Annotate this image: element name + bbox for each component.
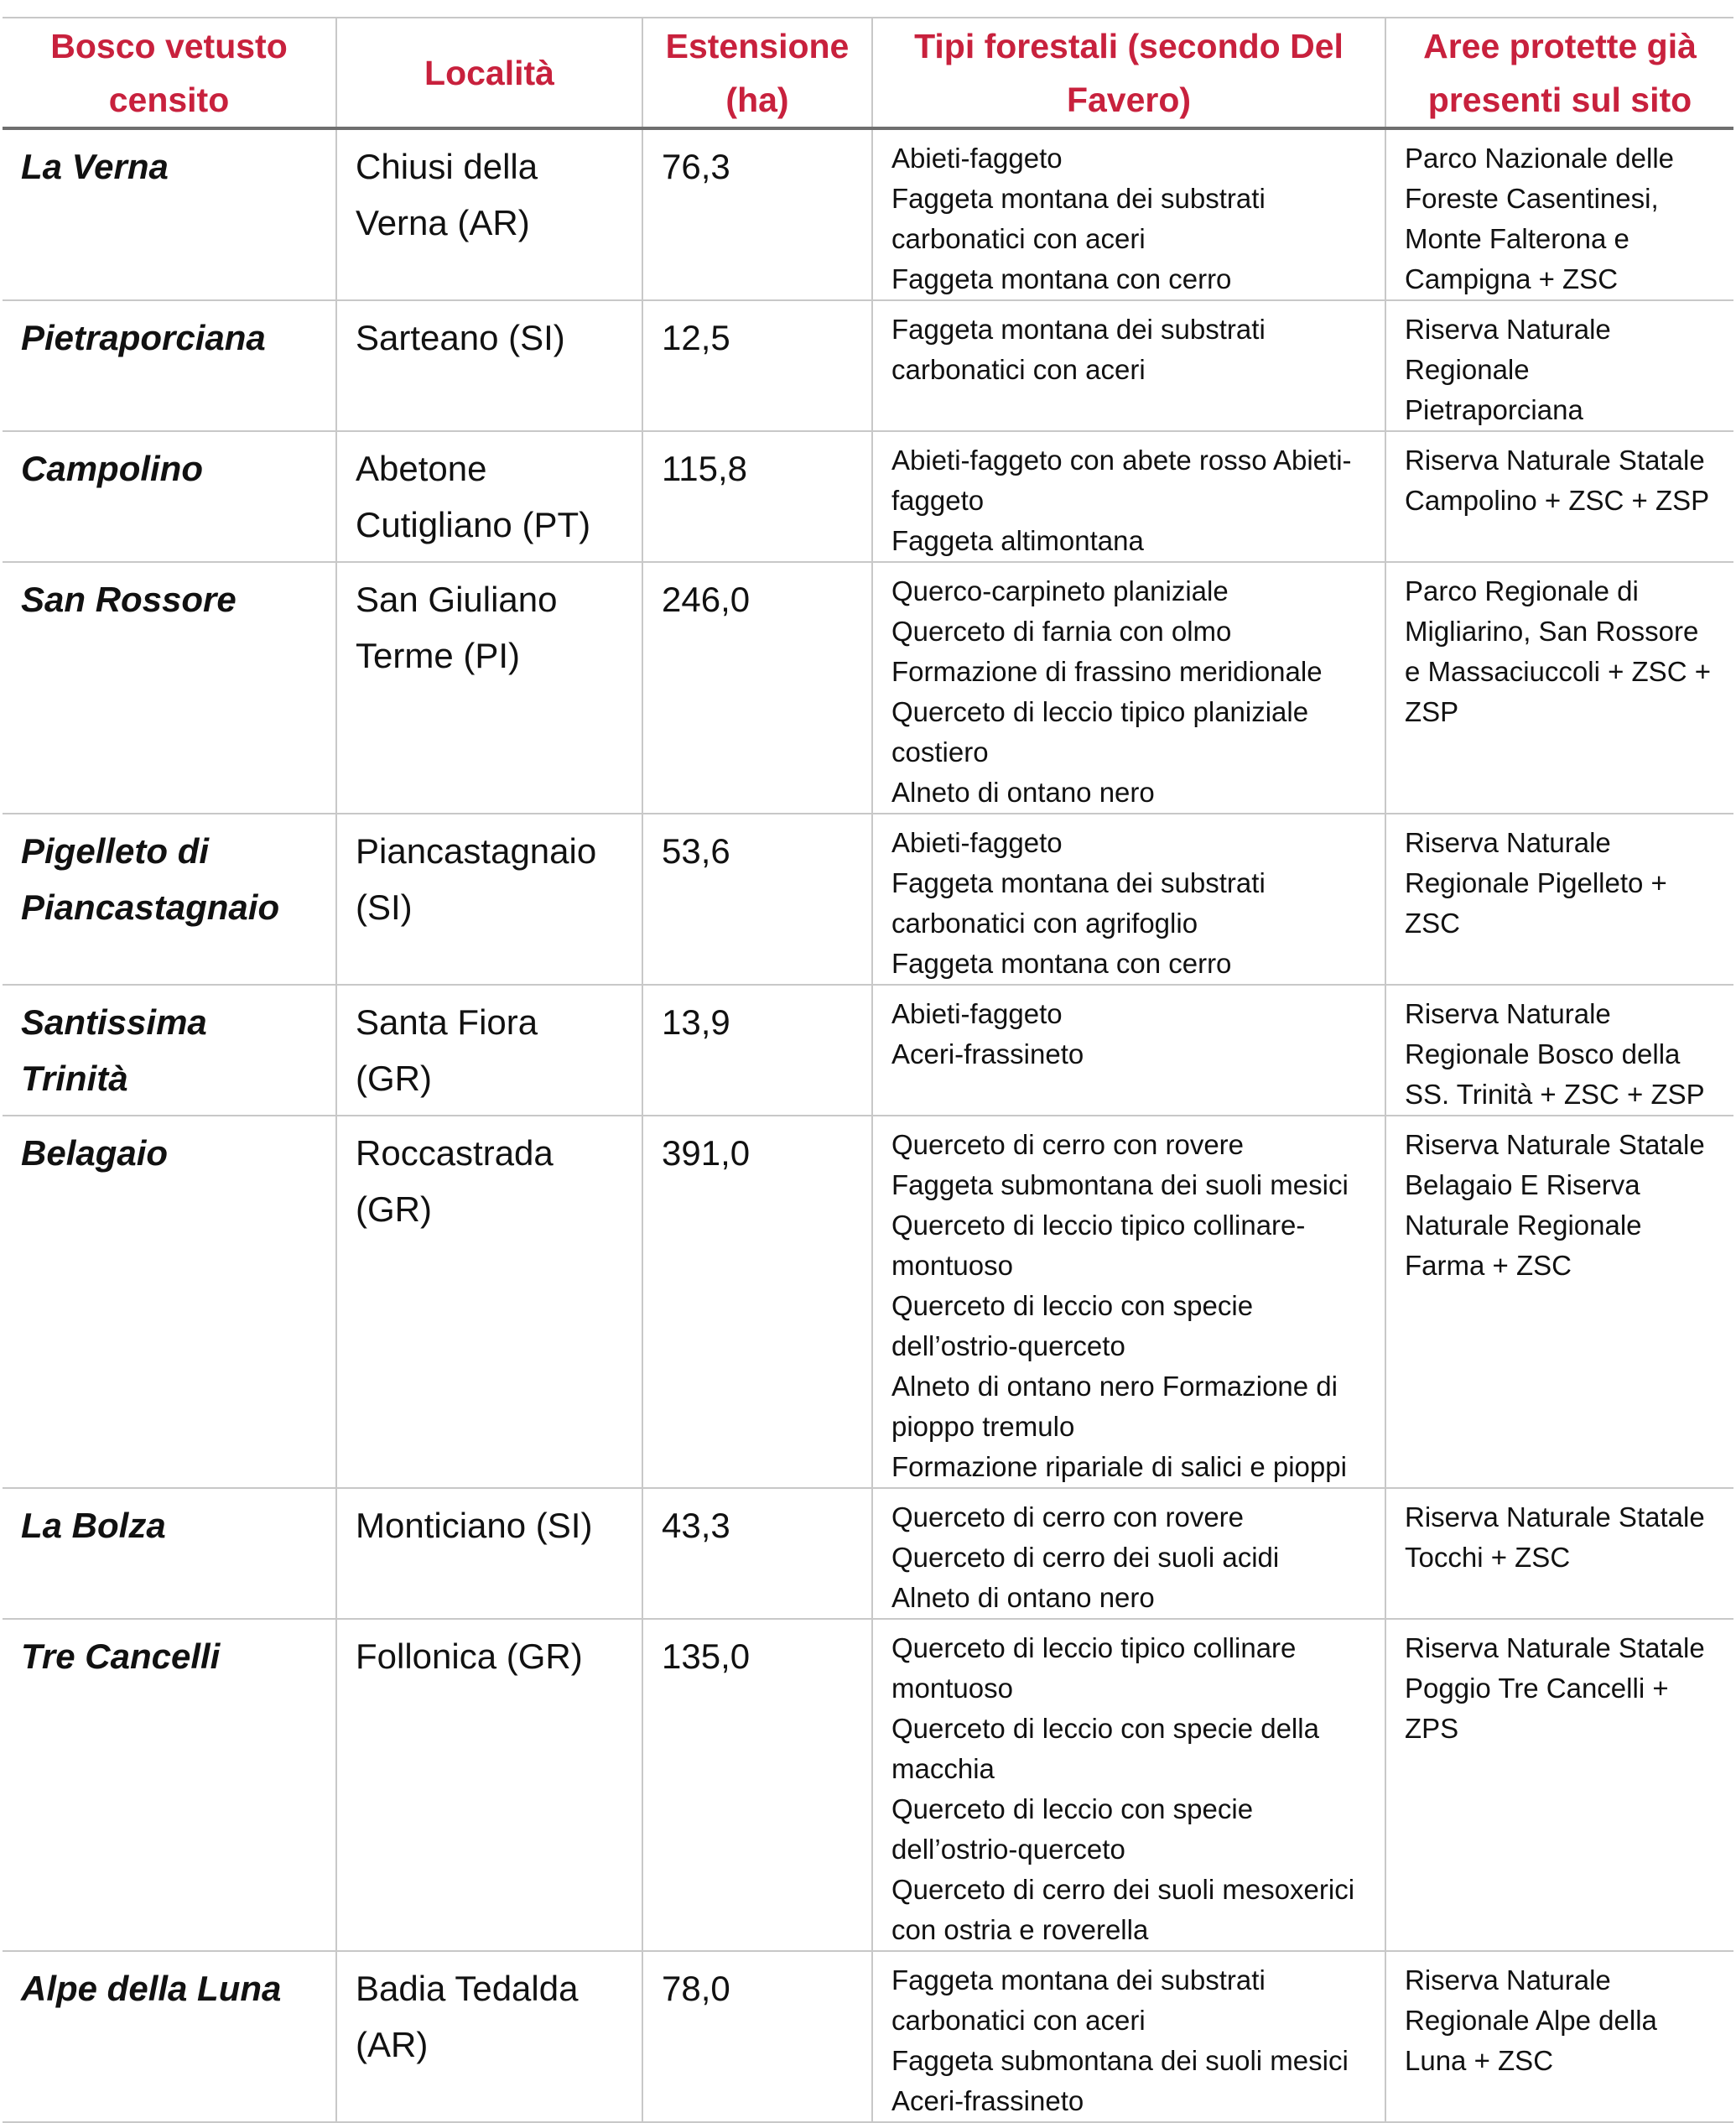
locality: Badia Tedalda (AR) xyxy=(336,1951,642,2122)
extension-ha: 135,0 xyxy=(642,1619,872,1951)
forest-type-item: Abieti-faggeto xyxy=(891,998,1063,1029)
protected-areas: Riserva Naturale Regionale Bosco della SS. Trinità + ZSC + ZSP xyxy=(1385,985,1733,1116)
forest-name: Pigelleto di Piancastagnaio xyxy=(3,814,336,985)
forest-type-item: Querceto di leccio con specie della macchia xyxy=(891,1713,1319,1784)
forest-types xyxy=(872,985,1385,1116)
forest-types xyxy=(872,1951,1385,2122)
locality: Piancastagnaio (SI) xyxy=(336,814,642,985)
extension-ha: 246,0 xyxy=(642,562,872,814)
table-row xyxy=(3,1619,1733,1951)
protected-areas: Riserva Naturale Regionale Pietraporciana xyxy=(1385,300,1733,431)
forest-types xyxy=(872,128,1385,300)
extension-ha: 76,3 xyxy=(642,128,872,300)
forest-name: La Verna xyxy=(3,128,336,300)
table-row xyxy=(3,985,1733,1116)
table-header xyxy=(3,18,1733,128)
locality: Sarteano (SI) xyxy=(336,300,642,431)
forest-name: Tre Cancelli xyxy=(3,1619,336,1951)
locality: Abetone Cutigliano (PT) xyxy=(336,431,642,562)
locality: Roccastrada (GR) xyxy=(336,1116,642,1488)
forest-type-item: Querceto di leccio tipico collinare montuoso xyxy=(891,1632,1297,1704)
protected-areas: Parco Regionale di Migliarino, San Rossore e Massaciuccoli + ZSC + ZSP xyxy=(1385,562,1733,814)
forest-type-item: Querceto di farnia con olmo xyxy=(891,616,1232,647)
protected-areas: Riserva Naturale Statale Poggio Tre Cancelli + ZPS xyxy=(1385,1619,1733,1951)
forest-types xyxy=(872,300,1385,431)
extension-ha: 115,8 xyxy=(642,431,872,562)
header-types: Tipi forestali (secondo Del Favero) xyxy=(872,18,1385,128)
forest-name: Campolino xyxy=(3,431,336,562)
forest-type-item: Querceto di leccio tipico collinare-montuoso xyxy=(891,1210,1306,1281)
locality: Santa Fiora (GR) xyxy=(336,985,642,1116)
forest-type-item: Faggeta montana dei substrati carbonatici con aceri xyxy=(891,183,1266,254)
forest-types xyxy=(872,431,1385,562)
locality: San Giuliano Terme (PI) xyxy=(336,562,642,814)
forest-types xyxy=(872,1619,1385,1951)
forest-type-item: Formazione di frassino meridionale xyxy=(891,656,1323,687)
forest-type-item: Faggeta submontana dei suoli mesici xyxy=(891,2045,1349,2076)
protected-areas: Riserva Naturale Statale Belagaio E Riserva Naturale Regionale Farma + ZSC xyxy=(1385,1116,1733,1488)
forest-name: Belagaio xyxy=(3,1116,336,1488)
forest-type-item: Faggeta montana dei substrati carbonatici con aceri xyxy=(891,1964,1266,2036)
forest-type-item: Querceto di cerro con rovere xyxy=(891,1129,1245,1160)
header-name: Bosco vetusto censito xyxy=(3,18,336,128)
forest-type-item: Alneto di ontano nero Formazione di pioppo tremulo xyxy=(891,1371,1338,1442)
forest-type-item: Faggeta montana con cerro xyxy=(891,263,1232,294)
table-row xyxy=(3,300,1733,431)
forest-type-item: Faggeta montana dei substrati carbonatici con aceri xyxy=(891,314,1266,385)
forest-name: Pietraporciana xyxy=(3,300,336,431)
forest-name: La Bolza xyxy=(3,1488,336,1619)
forest-type-item: Faggeta montana dei substrati carbonatici con agrifoglio xyxy=(891,867,1266,939)
protected-areas: Riserva Naturale Statale Tocchi + ZSC xyxy=(1385,1488,1733,1619)
header-areas: Aree protette già presenti sul sito xyxy=(1385,18,1733,128)
locality: Follonica (GR) xyxy=(336,1619,642,1951)
table-row xyxy=(3,562,1733,814)
forest-type-item: Abieti-faggeto con abete rosso Abieti-faggeto xyxy=(891,445,1352,516)
forest-type-item: Querceto di cerro dei suoli acidi xyxy=(891,1542,1280,1573)
protected-areas: Riserva Naturale Regionale Pigelleto + ZSC xyxy=(1385,814,1733,985)
extension-ha: 13,9 xyxy=(642,985,872,1116)
forest-type-item: Querceto di leccio con specie dell’ostrio-querceto xyxy=(891,1290,1254,1361)
table-row xyxy=(3,1951,1733,2122)
table-row xyxy=(3,431,1733,562)
forest-type-item: Abieti-faggeto xyxy=(891,827,1063,858)
protected-areas: Riserva Naturale Statale Campolino + ZSC + ZSP xyxy=(1385,431,1733,562)
extension-ha: 391,0 xyxy=(642,1116,872,1488)
protected-areas: Riserva Naturale Regionale Alpe della Luna + ZSC xyxy=(1385,1951,1733,2122)
forest-type-item: Faggeta montana con cerro xyxy=(891,948,1232,979)
extension-ha: 12,5 xyxy=(642,300,872,431)
forest-types xyxy=(872,814,1385,985)
forest-type-item: Querco-carpineto planiziale xyxy=(891,575,1229,606)
locality: Monticiano (SI) xyxy=(336,1488,642,1619)
forest-name: Alpe della Luna xyxy=(3,1951,336,2122)
forest-type-item: Abieti-faggeto xyxy=(891,143,1063,174)
forest-type-item: Querceto di leccio con specie dell’ostrio-querceto xyxy=(891,1793,1254,1865)
old-growth-forest-table xyxy=(3,17,1733,2123)
forest-name: Santissima Trinità xyxy=(3,985,336,1116)
forest-type-item: Aceri-frassineto xyxy=(891,1038,1084,1069)
header-extension: Estensione (ha) xyxy=(642,18,872,128)
extension-ha: 43,3 xyxy=(642,1488,872,1619)
protected-areas: Parco Nazionale delle Foreste Casentinesi, Monte Falterona e Campigna + ZSC xyxy=(1385,128,1733,300)
forest-types xyxy=(872,562,1385,814)
forest-type-item: Faggeta submontana dei suoli mesici xyxy=(891,1169,1349,1200)
forest-type-item: Formazione ripariale di salici e pioppi xyxy=(891,1451,1347,1482)
forest-type-item: Aceri-frassineto xyxy=(891,2085,1084,2116)
forest-type-item: Alneto di ontano nero xyxy=(891,777,1155,808)
extension-ha: 53,6 xyxy=(642,814,872,985)
table-body xyxy=(3,128,1733,2122)
header-row xyxy=(3,18,1733,128)
forest-type-item: Querceto di cerro dei suoli mesoxerici con ostria e roverella xyxy=(891,1874,1355,1945)
extension-ha: 78,0 xyxy=(642,1951,872,2122)
forest-name: San Rossore xyxy=(3,562,336,814)
forest-type-item: Querceto di cerro con rovere xyxy=(891,1501,1245,1532)
locality: Chiusi della Verna (AR) xyxy=(336,128,642,300)
header-locality: Località xyxy=(336,18,642,128)
forest-types xyxy=(872,1488,1385,1619)
forest-type-item: Alneto di ontano nero xyxy=(891,1582,1155,1613)
forest-type-item: Querceto di leccio tipico planiziale costiero xyxy=(891,696,1309,768)
table-row xyxy=(3,1116,1733,1488)
forest-type-item: Faggeta altimontana xyxy=(891,525,1144,556)
forest-types xyxy=(872,1116,1385,1488)
table-row xyxy=(3,1488,1733,1619)
table-row xyxy=(3,128,1733,300)
table-row xyxy=(3,814,1733,985)
